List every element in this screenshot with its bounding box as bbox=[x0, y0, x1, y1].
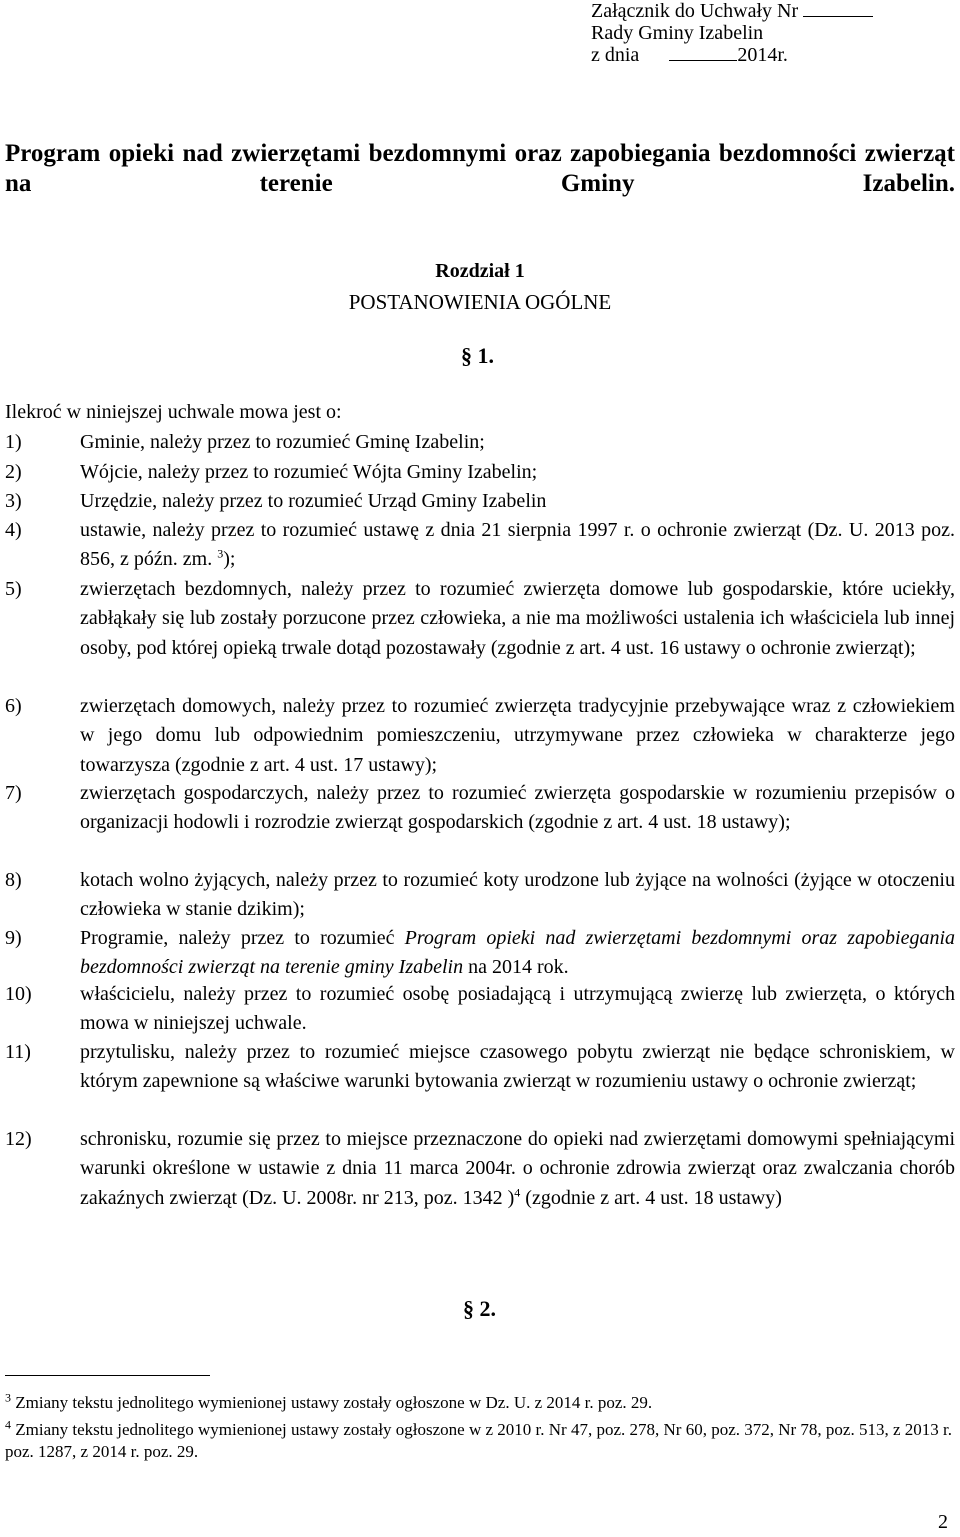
footnote-3: $^3$ Zmiany tekstu jednolitego wymienionej ustawy zostały ogłoszone w Dz. U. z 2014 r. poz. 29. bbox=[5, 1390, 653, 1412]
definition-item-2: 2) Wójcie, należy przez to rozumieć Wójta Gminy Izabelin; bbox=[5, 461, 538, 483]
section-1-heading: § 1. bbox=[461, 343, 494, 368]
definition-item-11: 11) przytulisku, należy przez to rozumieć miejsce czasowego pobytu zwierząt nie będące schroniskiem, w którym zapewnione są właściwe warunki bytowania zwierząt w rozumieniu ustawy o ochronie zwierząt; bbox=[5, 1041, 955, 1093]
annex-line-2: Rady Gminy Izabelin bbox=[591, 22, 764, 44]
footnote-separator bbox=[5, 1375, 210, 1376]
blank-resolution-number bbox=[803, 15, 873, 17]
definition-item-12: 12) schronisku, rozumie się przez to miejsce przeznaczone do opieki nad zwierzętami domowymi spełniającymi warunki określone w ustawie z dnia 11 marca 2004r. o ochronie zdrowia zwierząt oraz zwalczania chorób zakaźnych zwierząt (Dz. U. 2008r. nr 213, poz. 1342 )$^4$ (zgodnie z art. 4 ust. 18 ustawy) bbox=[5, 1128, 955, 1209]
annex-line-3: z dnia 2014r. bbox=[591, 44, 788, 66]
program-title-italic: Program opieki nad zwierzętami bezdomnymi oraz zapobiegania bezdomności zwierząt na terenie gminy Izabelin bbox=[80, 927, 955, 979]
definition-item-7: 7) zwierzętach gospodarczych, należy przez to rozumieć zwierzęta gospodarskie w rozumieniu przepisów o organizacji hodowli i rozrodzie zwierząt gospodarskich (zgodnie z art. 4 ust. 18 ustawy); bbox=[5, 782, 955, 834]
chapter-label: Rozdział 1 bbox=[435, 260, 525, 282]
definition-item-1: 1) Gminie, należy przez to rozumieć Gminę Izabelin; bbox=[5, 431, 485, 453]
definition-item-5: 5) zwierzętach bezdomnych, należy przez to rozumieć zwierzęta domowe lub gospodarskie, które uciekły, zabłąkały się lub zostały porzucone przez człowieka, a nie ma możliwości ustalenia ich właściciela lub innej osoby, pod której opieką trwale dotąd pozostawały (zgodnie z art. 4 ust. 16 ustawy o ochronie zwierząt); bbox=[5, 578, 955, 659]
definition-item-3: 3) Urzędzie, należy przez to rozumieć Urząd Gminy Izabelin bbox=[5, 490, 547, 512]
footnote-ref-3: 3 bbox=[217, 546, 224, 561]
blank-date bbox=[669, 59, 737, 61]
footnote-4: $^4$ Zmiany tekstu jednolitego wymienionej ustawy zostały ogłoszone w z 2010 r. Nr 47, poz. 278, Nr 60, poz. 372, Nr 78, poz. 513, z 2013 r. poz. 1287, z 2014 r. poz. 29. bbox=[5, 1417, 952, 1461]
definition-item-9: 9) Programie, należy przez to rozumieć Program opieki nad zwierzętami bezdomnymi oraz zapobiegania bezdomności zwierząt na terenie gminy Izabelin na 2014 rok. bbox=[5, 927, 955, 979]
page-number: 2 bbox=[938, 1511, 948, 1533]
section-2-heading: § 2. bbox=[463, 1296, 496, 1321]
definition-item-6: 6) zwierzętach domowych, należy przez to rozumieć zwierzęta tradycyjnie przebywające wraz z człowiekiem w jego domu lub odpowiednim pomieszczeniu, utrzymywane przez człowieka w charakterze jego towarzysza (zgodnie z art. 4 ust. 17 ustawy); bbox=[5, 695, 955, 776]
definition-item-8: 8) kotach wolno żyjących, należy przez to rozumieć koty urodzone lub żyjące na wolności (żyjące w otoczeniu człowieka w stanie dzikim); bbox=[5, 869, 955, 921]
footnote-ref-4: 4 bbox=[514, 1185, 521, 1200]
definition-item-10: 10) właścicielu, należy przez to rozumieć osobę posiadającą i utrzymującą zwierzę lub zwierzęta, o których mowa w niniejszej uchwale. bbox=[5, 983, 955, 1035]
chapter-name: POSTANOWIENIA OGÓLNE bbox=[348, 290, 612, 314]
definitions-intro: Ilekroć w niniejszej uchwale mowa jest o: bbox=[5, 401, 342, 423]
annex-line-1: Załącznik do Uchwały Nr bbox=[591, 0, 873, 22]
document-title: Program opieki nad zwierzętami bezdomnymi oraz zapobiegania bezdomności zwierząt na terenie Gminy Izabelin. bbox=[5, 140, 955, 197]
definition-item-4: 4) ustawie, należy przez to rozumieć ustawę z dnia 21 sierpnia 1997 r. o ochronie zwierząt (Dz. U. 2013 poz. 856, z późn. zm. $^3$); bbox=[5, 519, 955, 571]
annex-header bbox=[591, 0, 873, 66]
